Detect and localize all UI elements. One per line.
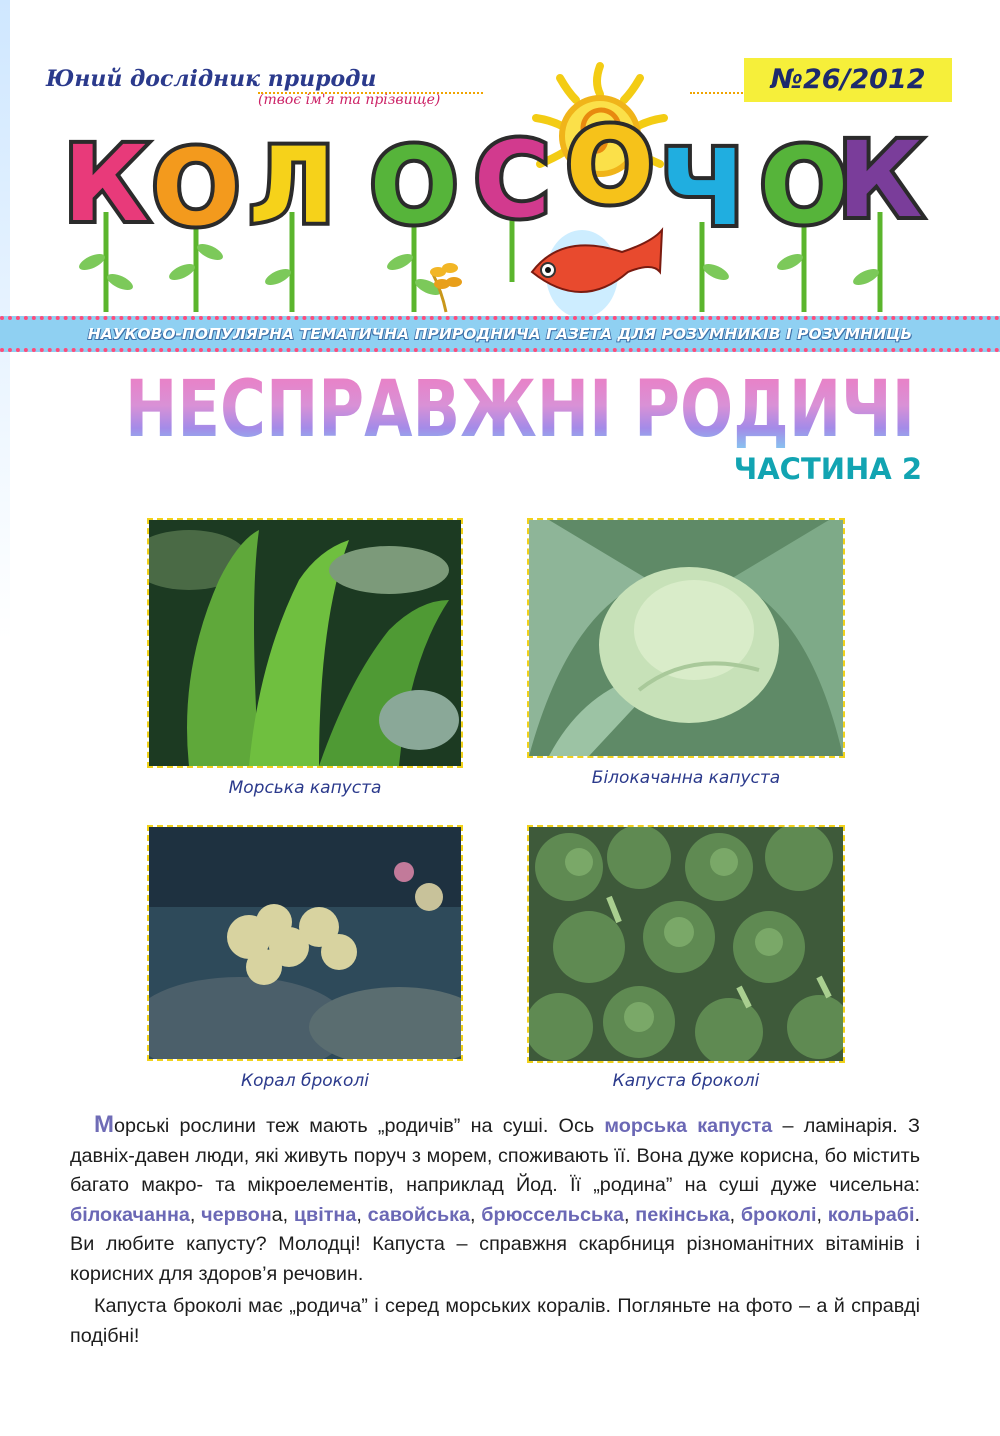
- cabbage-kind: кольрабі: [827, 1203, 915, 1226]
- paragraph-text: орські рослини теж мають „родичів” на суші. Ось: [114, 1115, 605, 1137]
- separator: ,: [729, 1203, 741, 1226]
- tagline: НАУКОВО-ПОПУЛЯРНА ТЕМАТИЧНА ПРИРОДНИЧА ГАЗЕТА ДЛЯ РОЗУМНИКІВ І РОЗУМНИЦЬ: [87, 325, 913, 343]
- kolosochok-logo: [62, 112, 962, 322]
- researcher-label: Юний дослідник природи: [46, 66, 377, 92]
- cabbage-kind: білокачанна: [70, 1203, 190, 1226]
- logo-letter-4: О: [369, 125, 459, 247]
- cabbage-kind-tail: а: [271, 1203, 283, 1226]
- cabbage-kind: брюссельська: [481, 1203, 625, 1226]
- cabbage-kind: червон: [201, 1203, 272, 1226]
- photo-caption: Морська капуста: [228, 778, 382, 798]
- logo-letter-5: С: [473, 119, 551, 241]
- cabbage-kind: савойська: [367, 1203, 471, 1226]
- article-paragraph-1: [70, 1110, 920, 1289]
- dotted-line-right: [690, 92, 746, 94]
- paragraph-text: – ламінарія. З давніх-давен люди, які живуть поруч з морем, споживають її. Вона дуже корисна, бо містить багато макро- та мікроелементів, наприклад Йод. Її „родина” на суші дуже чисельна:: [70, 1115, 920, 1196]
- logo-letter-7: Ч: [659, 127, 745, 249]
- logo-letter-9: К: [837, 119, 923, 241]
- cabbage-kind: броколі: [740, 1203, 817, 1226]
- separator: ,: [470, 1203, 482, 1226]
- separator: ,: [356, 1203, 368, 1226]
- coral-photo: [147, 825, 463, 1061]
- logo-letter-1: К: [63, 123, 149, 245]
- paragraph-text: Капуста броколі має „родича” і серед морських коралів. Погляньте на фото – а й справді подібні!: [70, 1295, 920, 1347]
- separator: ,: [189, 1203, 202, 1226]
- highlight-term: морська капуста: [604, 1115, 773, 1137]
- issue-number: №26/2012: [744, 58, 952, 102]
- logo-letter-2: О: [151, 127, 241, 249]
- logo-letter-3: Л: [248, 125, 336, 247]
- article-title-graphic: [120, 356, 920, 448]
- kelp-photo: [147, 518, 463, 768]
- separator: ,: [624, 1203, 636, 1226]
- photo-caption: Білокачанна капуста: [591, 768, 781, 788]
- fish-icon: [532, 230, 662, 318]
- broccoli-photo: [527, 825, 845, 1063]
- photo-caption: Корал броколі: [241, 1071, 369, 1091]
- cabbage-kind: пекінська: [635, 1203, 730, 1226]
- photo-caption: Капуста броколі: [612, 1071, 760, 1091]
- cabbage-kind: цвітна: [293, 1203, 357, 1226]
- logo-letter-8: О: [759, 125, 849, 247]
- name-hint: (твоє ім'я та прізвище): [258, 92, 441, 108]
- article-subtitle: ЧАСТИНА 2: [733, 452, 922, 486]
- cabbage-photo: [527, 518, 845, 758]
- separator: ,: [816, 1203, 828, 1226]
- article-paragraph-2: [70, 1292, 920, 1351]
- paragraph-text: . Ви любите капусту? Молодці! Капуста – справжня скарбниця різноманітних вітамінів і корисних для здоров’я речовин.: [70, 1203, 921, 1285]
- logo-letter-6: О: [565, 112, 655, 227]
- article-title: НЕСПРАВЖНІ РОДИЧІ: [125, 365, 915, 448]
- separator: ,: [282, 1203, 294, 1226]
- drop-cap: М: [94, 1111, 114, 1138]
